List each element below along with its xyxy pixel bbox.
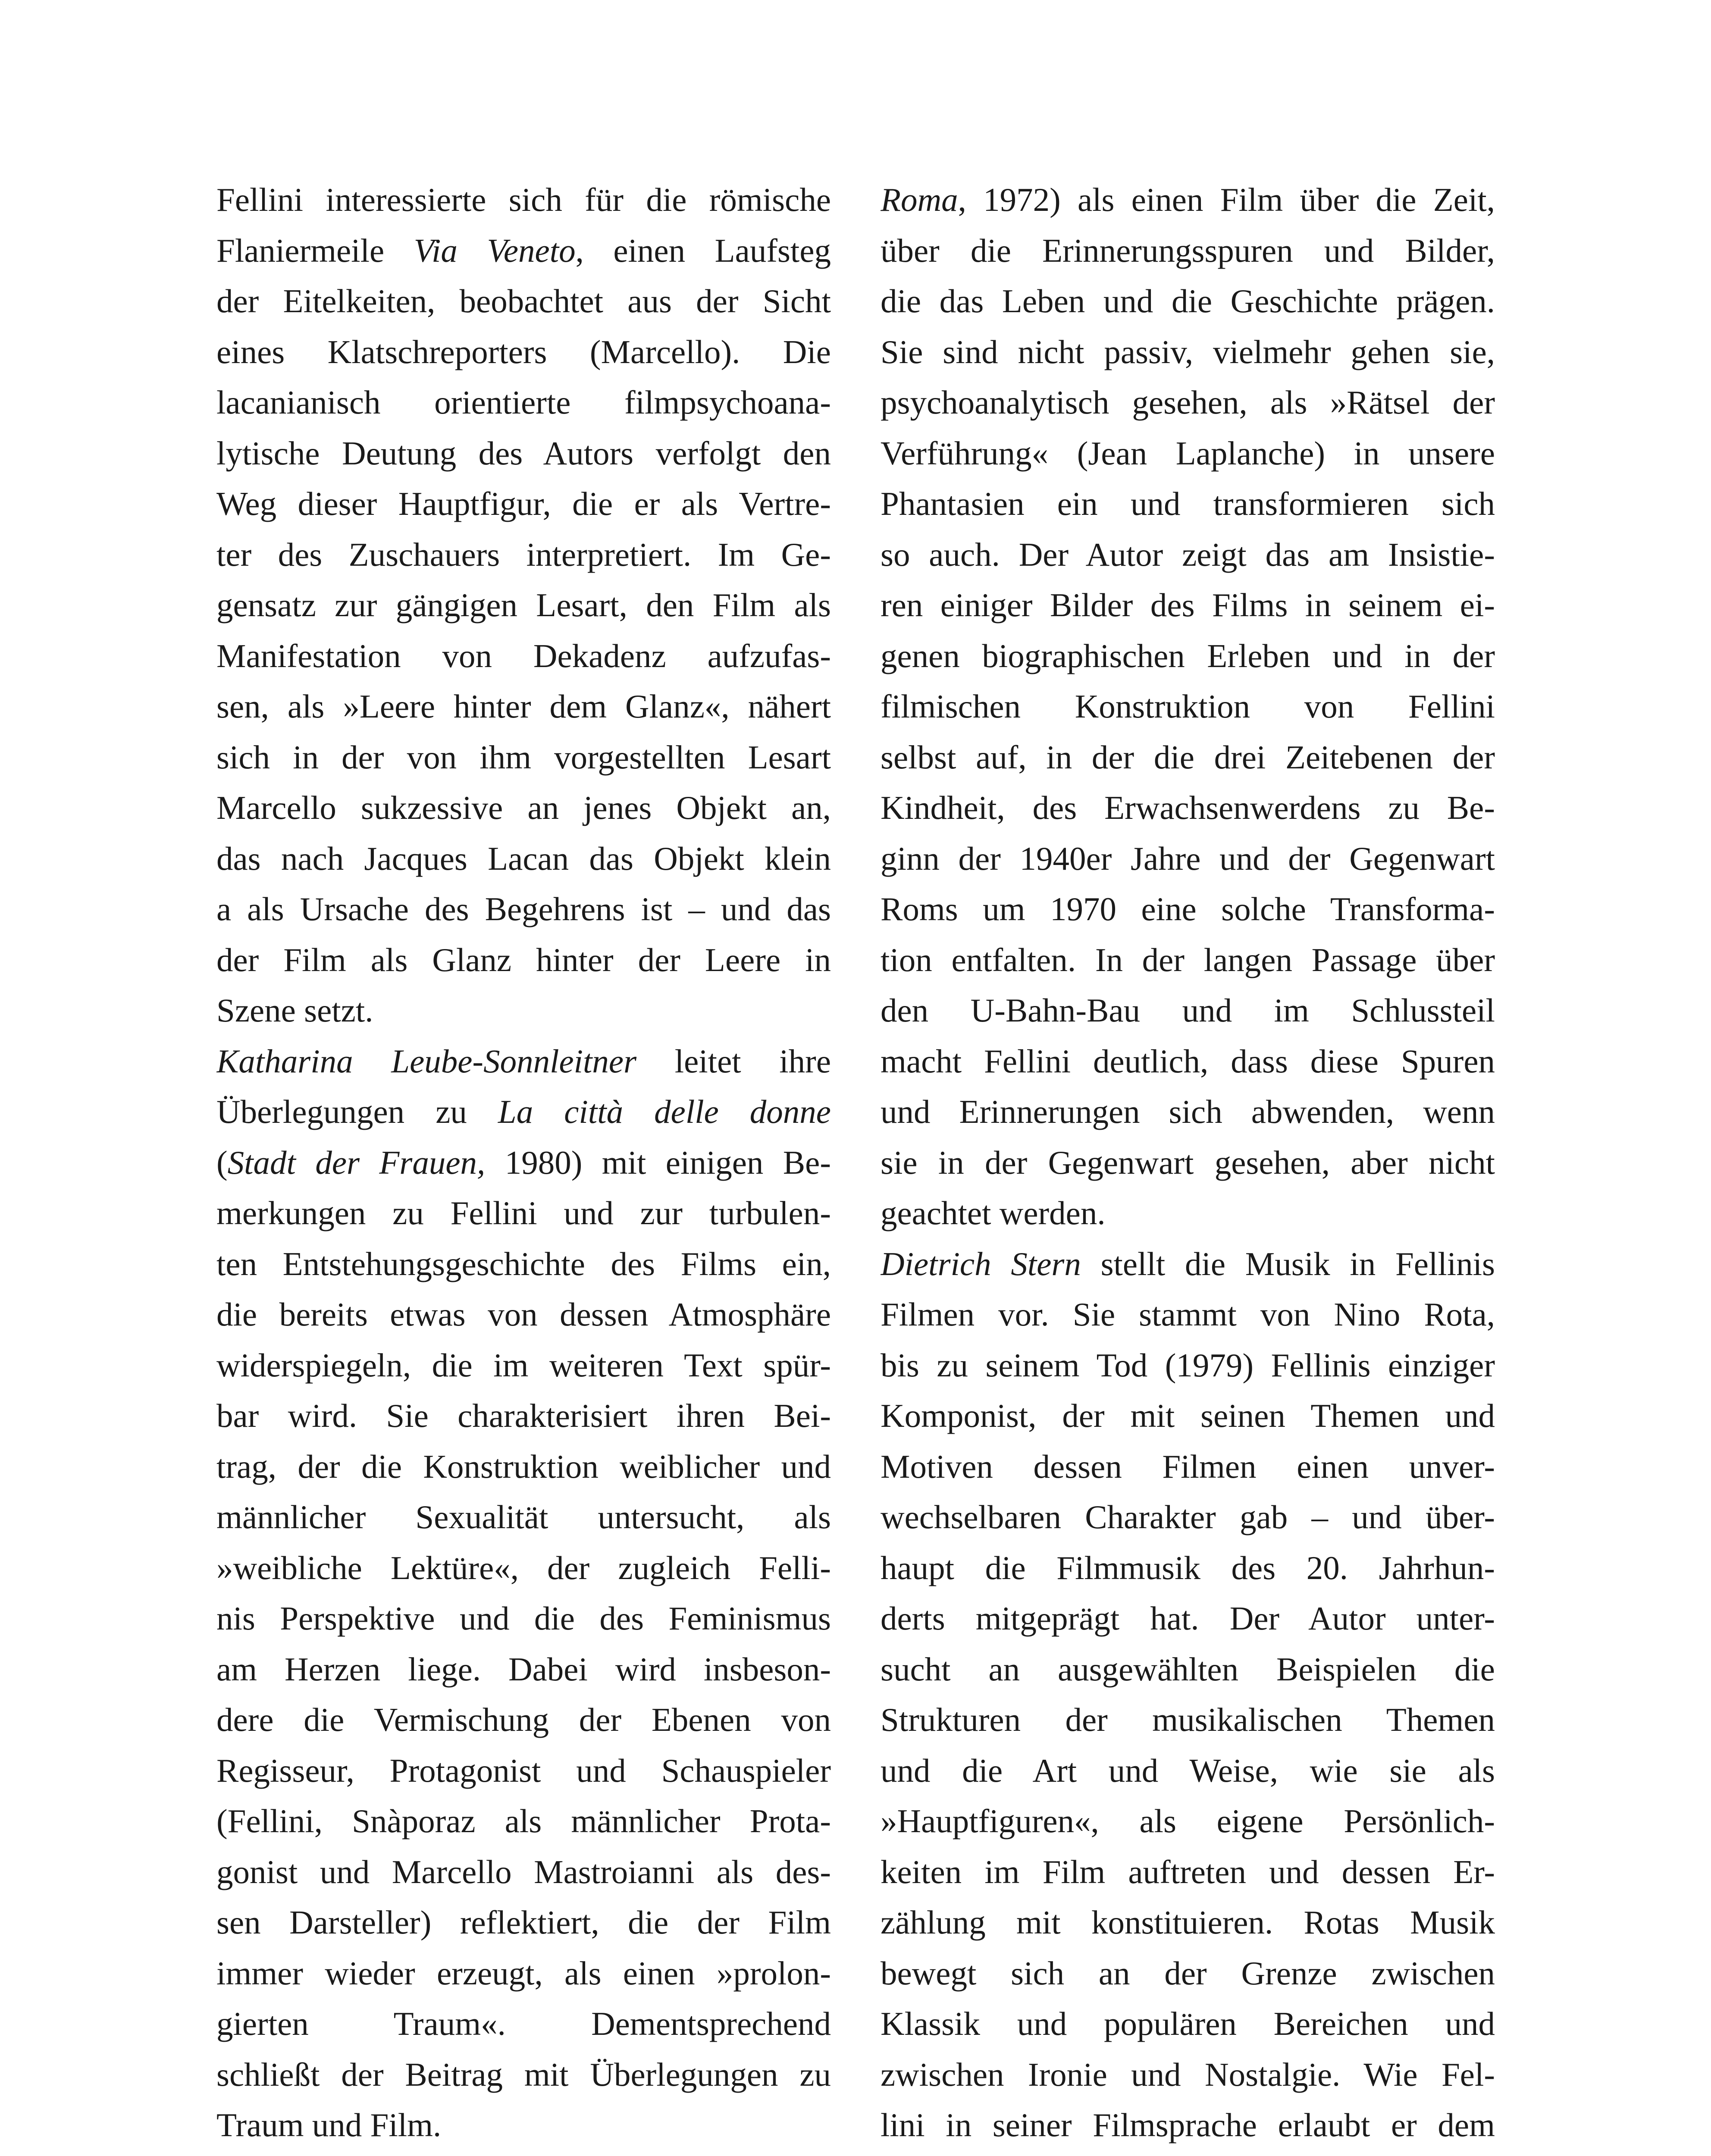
text-run: Motiven dessen Filmen einen unver- [881, 1448, 1495, 1485]
text-line [216, 276, 831, 327]
text-run: die das Leben und die Geschichte prägen. [881, 282, 1495, 320]
text-run: gensatz zur gängigen Lesart, den Film als [216, 586, 831, 624]
text-run: bis zu seinem Tod (1979) Fellinis einziger [881, 1346, 1495, 1384]
text-line [216, 530, 831, 580]
text-line [881, 2100, 1495, 2151]
text-line [881, 1999, 1495, 2049]
text-run: haupt die Filmmusik des 20. Jahrhun- [881, 1549, 1495, 1586]
text-line [881, 1188, 1495, 1239]
text-line [881, 985, 1495, 1036]
text-run: der Film als Glanz hinter der Leere in [216, 941, 831, 978]
text-line [216, 2100, 831, 2151]
text-line [881, 1745, 1495, 1796]
italic-text: Katharina Leube-Sonnleitner [216, 1042, 637, 1080]
text-run: »weibliche Lektüre«, der zugleich Felli- [216, 1549, 831, 1586]
text-run: ( [216, 1144, 228, 1181]
text-run: Überlegungen zu [216, 1093, 498, 1130]
text-run: zählung mit konstituieren. Rotas Musik [881, 1904, 1495, 1941]
text-line [216, 985, 831, 1036]
text-run: widerspiegeln, die im weiteren Text spür- [216, 1346, 831, 1384]
text-run: Traum und Film. [216, 2106, 442, 2143]
text-run: lini in seiner Filmsprache erlaubt er dem [881, 2106, 1495, 2143]
text-line [216, 226, 831, 276]
text-line [216, 1036, 831, 1087]
text-line [881, 1340, 1495, 1391]
text-run: sen Darsteller) reflektiert, die der Film [216, 1904, 831, 1941]
text-line [216, 428, 831, 479]
text-run: 1980) mit einigen Be- [485, 1144, 831, 1181]
italic-text: Roma [881, 181, 958, 218]
text-line [216, 1948, 831, 1999]
right-text-column [881, 175, 1495, 2156]
text-line [216, 834, 831, 884]
text-line [216, 2049, 831, 2100]
text-run: keiten im Film auftreten und dessen Er- [881, 1853, 1495, 1890]
text-line [216, 175, 831, 226]
text-run: Weg dieser Hauptfigur, die er als Vertre- [216, 485, 831, 522]
text-line [216, 580, 831, 631]
text-line [216, 1543, 831, 1594]
text-line [216, 1188, 831, 1239]
text-run: selbst auf, in der die drei Zeitebenen der [881, 738, 1495, 776]
text-run: filmischen Konstruktion von Fellini [881, 688, 1495, 725]
text-run: Kindheit, des Erwachsenwerdens zu Be- [881, 789, 1495, 826]
text-line [881, 175, 1495, 226]
text-line [881, 1796, 1495, 1847]
text-line [216, 1593, 831, 1644]
text-line [216, 1239, 831, 1290]
text-line [881, 1391, 1495, 1442]
text-line [216, 2151, 831, 2156]
text-line [216, 732, 831, 783]
text-run: schließt der Beitrag mit Überlegungen zu [216, 2056, 831, 2093]
text-run: ren einiger Bilder des Films in seinem ei- [881, 586, 1495, 624]
text-run: immer wieder erzeugt, als einen »prolon- [216, 1954, 831, 1992]
text-run: Regisseur, Protagonist und Schauspieler [216, 1752, 831, 1789]
text-line [881, 1036, 1495, 1087]
text-line [216, 1745, 831, 1796]
text-run: so auch. Der Autor zeigt das am Insistie- [881, 536, 1495, 573]
text-run: nis Perspektive und die des Feminismus [216, 1600, 831, 1637]
text-line [881, 1897, 1495, 1948]
text-run: , 1972) als einen Film über die Zeit, [958, 181, 1495, 218]
text-run: Komponist, der mit seinen Themen und [881, 1397, 1495, 1434]
text-line [216, 1340, 831, 1391]
text-run: bar wird. Sie charakterisiert ihren Bei- [216, 1397, 831, 1434]
text-line [881, 1847, 1495, 1898]
text-line [881, 428, 1495, 479]
italic-text: Stadt der Frauen, [227, 1144, 486, 1181]
text-line [881, 681, 1495, 732]
text-run: stellt die Musik in Fellinis [1081, 1245, 1495, 1282]
text-line [216, 681, 831, 732]
text-run: merkungen zu Fellini und zur turbulen- [216, 1194, 831, 1232]
text-line [216, 884, 831, 935]
text-line [216, 1897, 831, 1948]
text-run: a als Ursache des Begehrens ist – und das [216, 890, 831, 928]
text-line [216, 1847, 831, 1898]
text-run: sucht an ausgewählten Beispielen die [881, 1650, 1495, 1688]
text-run: Manifestation von Dekadenz aufzufas- [216, 637, 831, 674]
text-run: Verführung« (Jean Laplanche) in unsere [881, 434, 1495, 472]
text-line [881, 1644, 1495, 1695]
text-run: Sie sind nicht passiv, vielmehr gehen sie, [881, 333, 1495, 370]
text-run: derts mitgeprägt hat. Der Autor unter- [881, 1600, 1495, 1637]
text-run: gierten Traum«. Dementsprechend [216, 2005, 831, 2042]
text-run: wechselbaren Charakter gab – und über- [881, 1498, 1495, 1536]
text-line [881, 2151, 1495, 2156]
text-run: gonist und Marcello Mastroianni als des- [216, 1853, 831, 1890]
text-run: Marcello sukzessive an jenes Objekt an, [216, 789, 831, 826]
text-line [216, 1138, 831, 1188]
text-line [216, 783, 831, 834]
text-run: der Eitelkeiten, beobachtet aus der Sicht [216, 282, 831, 320]
text-run: die bereits etwas von dessen Atmosphäre [216, 1296, 831, 1333]
text-line [216, 1442, 831, 1492]
text-run: Roms um 1970 eine solche Transforma- [881, 890, 1495, 928]
text-run: leitet ihre [636, 1042, 831, 1080]
text-line [881, 732, 1495, 783]
text-run: und die Art und Weise, wie sie als [881, 1752, 1495, 1789]
text-line [216, 1796, 831, 1847]
text-run: das nach Jacques Lacan das Objekt klein [216, 840, 831, 877]
text-run: psychoanalytisch gesehen, als »Rätsel der [881, 384, 1495, 421]
text-line [881, 2049, 1495, 2100]
text-run: ten Entstehungsgeschichte des Films ein, [216, 1245, 831, 1282]
text-line [881, 631, 1495, 682]
text-run: trag, der die Konstruktion weiblicher und [216, 1448, 831, 1485]
text-run: (Fellini, Snàporaz als männlicher Prota- [216, 1802, 831, 1839]
text-line [881, 276, 1495, 327]
left-text-column [216, 175, 831, 2156]
text-line [216, 479, 831, 530]
text-line [216, 1644, 831, 1695]
text-run: Filmen vor. Sie stammt von Nino Rota, [881, 1296, 1495, 1333]
text-line [881, 1492, 1495, 1543]
text-run: am Herzen liege. Dabei wird insbeson- [216, 1650, 831, 1688]
text-line [881, 1442, 1495, 1492]
text-run: genen biographischen Erleben und in der [881, 637, 1495, 674]
text-run: ginn der 1940er Jahre und der Gegenwart [881, 840, 1495, 877]
text-run: Klassik und populären Bereichen und [881, 2005, 1495, 2042]
text-line [216, 377, 831, 428]
italic-text: Dietrich Stern [881, 1245, 1081, 1282]
text-line [881, 1239, 1495, 1290]
text-run: über die Erinnerungsspuren und Bilder, [881, 232, 1495, 269]
text-line [881, 834, 1495, 884]
text-run: dere die Vermischung der Ebenen von [216, 1701, 831, 1738]
text-line [881, 580, 1495, 631]
text-run: Fellini interessierte sich für die römische [216, 181, 831, 218]
text-run: Szene setzt. [216, 992, 373, 1029]
text-line [881, 884, 1495, 935]
text-line [216, 1492, 831, 1543]
text-run: bewegt sich an der Grenze zwischen [881, 1954, 1495, 1992]
text-run: macht Fellini deutlich, dass diese Spuren [881, 1042, 1495, 1080]
text-run: sich in der von ihm vorgestellten Lesart [216, 738, 831, 776]
text-line [881, 1087, 1495, 1138]
text-run: und Erinnerungen sich abwenden, wenn [881, 1093, 1495, 1130]
text-run: männlicher Sexualität untersucht, als [216, 1498, 831, 1536]
text-run: Flaniermeile [216, 232, 414, 269]
text-run: den U-Bahn-Bau und im Schlussteil [881, 992, 1495, 1029]
text-line [216, 1391, 831, 1442]
text-line [881, 1543, 1495, 1594]
text-line [216, 1087, 831, 1138]
text-run: , einen Laufsteg [575, 232, 831, 269]
text-line [881, 1948, 1495, 1999]
italic-text: Via Veneto [414, 232, 576, 269]
text-run: eines Klatschreporters (Marcello). Die [216, 333, 831, 370]
text-run: sen, als »Leere hinter dem Glanz«, nähert [216, 688, 831, 725]
text-line [216, 935, 831, 986]
text-run: geachtet werden. [881, 1194, 1106, 1232]
text-line [881, 935, 1495, 986]
text-run: sie in der Gegenwart gesehen, aber nicht [881, 1144, 1495, 1181]
text-line [881, 1695, 1495, 1745]
text-line [881, 1289, 1495, 1340]
text-run: zwischen Ironie und Nostalgie. Wie Fel- [881, 2056, 1495, 2093]
text-line [881, 530, 1495, 580]
text-line [881, 1138, 1495, 1188]
text-line [881, 327, 1495, 378]
text-run: tion entfalten. In der langen Passage über [881, 941, 1495, 978]
text-line [216, 327, 831, 378]
text-line [881, 783, 1495, 834]
text-line [881, 226, 1495, 276]
text-line [216, 631, 831, 682]
text-run: lacanianisch orientierte filmpsychoana- [216, 384, 831, 421]
text-line [216, 1289, 831, 1340]
text-line [216, 1695, 831, 1745]
text-line [881, 377, 1495, 428]
text-run: »Hauptfiguren«, als eigene Persönlich- [881, 1802, 1495, 1839]
text-line [881, 1593, 1495, 1644]
italic-text: La città delle donne [498, 1093, 831, 1130]
text-run: Strukturen der musikalischen Themen [881, 1701, 1495, 1738]
text-line [216, 1999, 831, 2049]
text-run: lytische Deutung des Autors verfolgt den [216, 434, 831, 472]
text-line [881, 479, 1495, 530]
text-run: ter des Zuschauers interpretiert. Im Ge- [216, 536, 831, 573]
text-run: Phantasien ein und transformieren sich [881, 485, 1495, 522]
